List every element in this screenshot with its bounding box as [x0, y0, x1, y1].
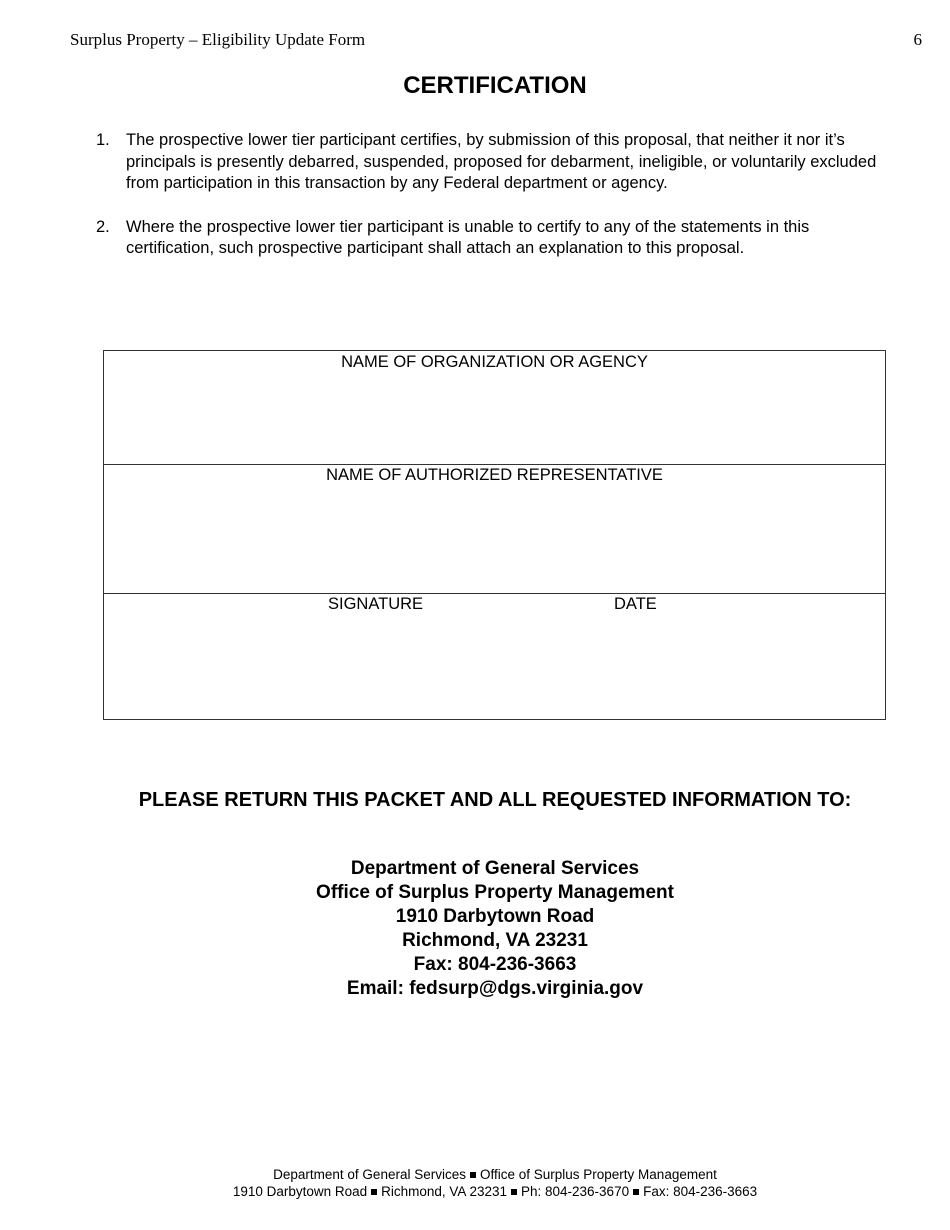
form-title: Surplus Property – Eligibility Update Form	[70, 30, 366, 49]
return-heading: PLEASE RETURN THIS PACKET AND ALL REQUESTED INFORMATION TO:	[138, 789, 852, 811]
address-street: 1910 Darbytown Road	[395, 906, 595, 927]
certification-item	[96, 217, 896, 260]
organization-label: NAME OF ORGANIZATION OR AGENCY	[341, 353, 648, 371]
address-office: Office of Surplus Property Management	[316, 882, 674, 903]
footer-office: Office of Surplus Property Management	[479, 1167, 717, 1182]
footer-city: Richmond, VA 23231	[381, 1184, 507, 1199]
footer-line-2	[0, 1183, 950, 1200]
footer-street: 1910 Darbytown Road	[232, 1184, 368, 1199]
footer-department: Department of General Services	[273, 1167, 466, 1182]
organization-field[interactable]	[104, 351, 885, 465]
address-fax: Fax: 804-236-3663	[413, 954, 577, 975]
address-department: Department of General Services	[350, 858, 640, 879]
signature-label: SIGNATURE	[328, 595, 424, 613]
certification-list	[96, 130, 896, 282]
certification-item	[96, 130, 896, 195]
footer-fax: Fax: 804-236-3663	[643, 1184, 758, 1199]
separator-icon	[470, 1172, 476, 1178]
item-number: 1.	[96, 131, 110, 149]
separator-icon	[511, 1189, 517, 1195]
certification-form	[103, 350, 886, 720]
signature-date-field[interactable]	[104, 593, 885, 719]
page-number: 6	[913, 30, 922, 49]
date-label: DATE	[614, 595, 657, 613]
page-title: CERTIFICATION	[403, 72, 587, 99]
representative-field[interactable]	[104, 464, 885, 594]
page-footer	[0, 1166, 950, 1200]
footer-line-1	[0, 1166, 950, 1183]
footer-phone: Ph: 804-236-3670	[521, 1184, 630, 1199]
return-address	[0, 857, 950, 1001]
address-email[interactable]: Email: fedsurp@dgs.virginia.gov	[346, 978, 644, 999]
item-number: 2.	[96, 217, 110, 236]
separator-icon	[633, 1189, 639, 1195]
item-text: Where the prospective lower tier participant is unable to certify to any of the statements in this certification, such prospective participant shall attach an explanation to this proposal.	[126, 217, 810, 257]
separator-icon	[371, 1189, 377, 1195]
address-city: Richmond, VA 23231	[402, 930, 588, 951]
representative-label: NAME OF AUTHORIZED REPRESENTATIVE	[326, 466, 663, 484]
item-text: The prospective lower tier participant certifies, by submission of this proposal, that neither it nor it’s principals is presently debarred, suspended, proposed for debarment, ineligible, or voluntarily excluded from participation in this transaction by any Federal department or agency.	[126, 131, 877, 192]
